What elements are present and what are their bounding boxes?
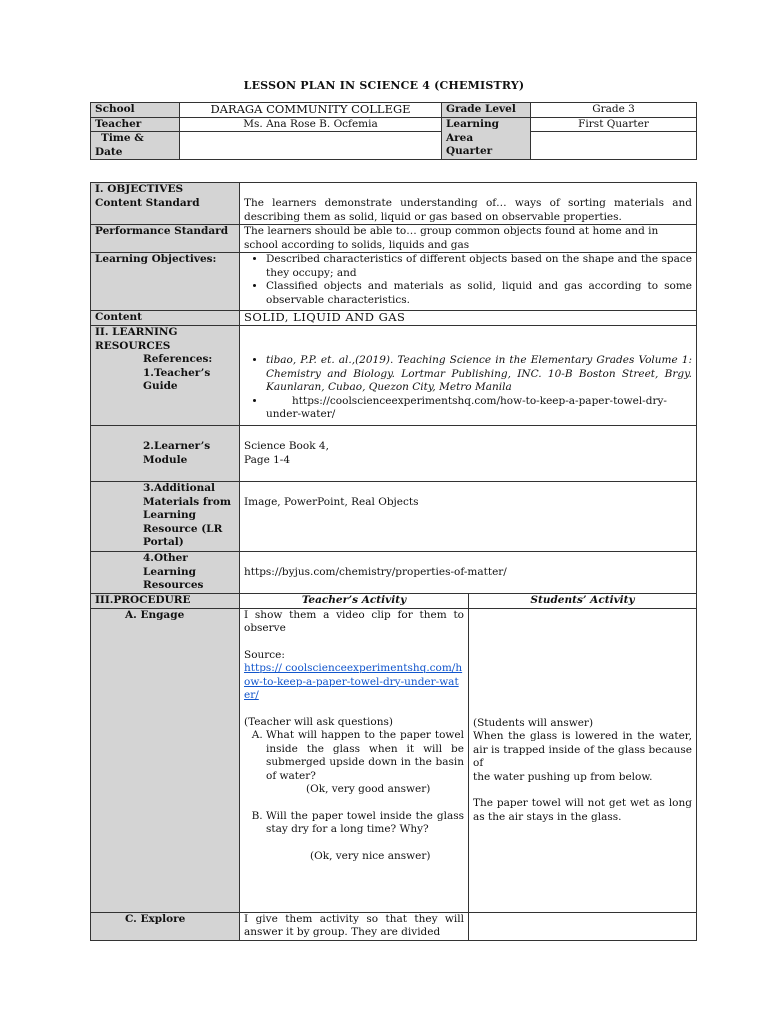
performance-text: The learners should be able to… group common objects found at home and in school according to solids, liquids and gas <box>240 225 697 253</box>
list-item: • Classified objects and materials as solid, liquid and gas according to some observable characteristics. <box>266 280 692 307</box>
explore-teacher-cell: I give them activity so that they will answer it by group. They are divided <box>240 912 469 940</box>
procedure-label: III.PROCEDURE <box>91 594 240 609</box>
time-date-label: Time & Date <box>91 132 180 160</box>
explore-student-cell <box>469 912 697 940</box>
content-label: Content <box>91 311 240 326</box>
reference-url[interactable]: • https://coolscienceexperimentshq.com/how-to-keep-a-paper-towel-dry-under-water/ <box>266 395 692 422</box>
school-label: School <box>91 103 180 118</box>
teacher-value: Ms. Ana Rose B. Ocfemia <box>180 117 442 132</box>
learners-module-label: 2.Learner’s Module <box>91 426 240 482</box>
teacher-label: Teacher <box>91 117 180 132</box>
other-resources-value[interactable]: https://byjus.com/chemistry/properties-of-matter/ <box>240 552 697 594</box>
grade-value: Grade 3 <box>531 103 697 118</box>
learning-area-value: First Quarter <box>531 117 697 132</box>
grade-label: Grade Level <box>442 103 531 118</box>
school-value: DARAGA COMMUNITY COLLEGE <box>180 103 442 118</box>
question-b: B. Will the paper towel inside the glass stay dry for a long time? Why? (Ok, very nice answer) <box>266 810 464 864</box>
learners-module-value: Science Book 4, Page 1-4 <box>240 426 697 482</box>
learning-area-label: Learning <box>442 117 531 132</box>
student-activity-header: Students’ Activity <box>469 594 697 609</box>
quarter-value <box>531 132 697 160</box>
page-title: LESSON PLAN IN SCIENCE 4 (CHEMISTRY) <box>243 79 525 92</box>
source-link[interactable]: https:// coolscienceexperimentshq.com/how-to-keep-a-paper-towel-dry-under-water/ <box>244 662 463 701</box>
additional-materials-label: 3.Additional Materials from Learning Resource (LR Portal) <box>91 482 240 552</box>
resources-label-cell: II. LEARNING RESOURCES References: 1.Teacher’s Guide <box>91 326 240 426</box>
engage-teacher-cell: I show them a video clip for them to observe Source: https:// coolscienceexperimentshq.com/how-to-keep-a-paper-towel-dry-under-water/ (Teacher will ask questions) A. What will happen to the paper towel inside the glass when it will be submerged upside down in the basin of water? (Ok, very good answer) B. Will the paper towel inside the glass stay dry for a long time? Why? (Ok, very nice answer) <box>240 608 469 912</box>
list-item: • Described characteristics of different objects based on the shape and the space they occupy; and <box>266 253 692 280</box>
teacher-activity-header: Teacher’s Activity <box>240 594 469 609</box>
content-standard-text: The learners demonstrate understanding of… ways of sorting materials and describing them as solid, liquid or gas based on observable properties. <box>240 183 697 225</box>
time-date-value <box>180 132 442 160</box>
performance-label: Performance Standard <box>91 225 240 253</box>
reference-citation: • tibao, P.P. et. al.,(2019). Teaching Science in the Elementary Grades Volume 1: Chemistry and Biology. Lortmar Publishing, INC. 10-B Boston Street, Brgy. Kaunlaran, Cubao, Quezon City, Metro Manila <box>266 354 692 395</box>
content-value: SOLID, LIQUID AND GAS <box>240 311 697 326</box>
engage-student-cell: (Students will answer) When the glass is lowered in the water, air is trapped inside of the glass because of the water pushing up from below. The paper towel will not get wet as long as the air stays in the glass. <box>469 608 697 912</box>
explore-label-cell: C. Explore <box>91 912 240 940</box>
objectives-label-cell: I. OBJECTIVES Content Standard <box>91 183 240 225</box>
header-table <box>90 102 697 160</box>
additional-materials-value: Image, PowerPoint, Real Objects <box>240 482 697 552</box>
engage-label-cell: A. Engage <box>91 608 240 912</box>
other-resources-label: 4.Other Learning Resources <box>91 552 240 594</box>
lesson-table <box>90 182 697 941</box>
learning-objectives-label: Learning Objectives: <box>91 253 240 311</box>
references-cell <box>240 326 697 426</box>
question-a: A. What will happen to the paper towel inside the glass when it will be submerged upside down in the basin of water? (Ok, very good answer) <box>266 729 464 810</box>
learning-objectives-list <box>240 253 697 311</box>
quarter-label: Area Quarter <box>442 132 531 160</box>
